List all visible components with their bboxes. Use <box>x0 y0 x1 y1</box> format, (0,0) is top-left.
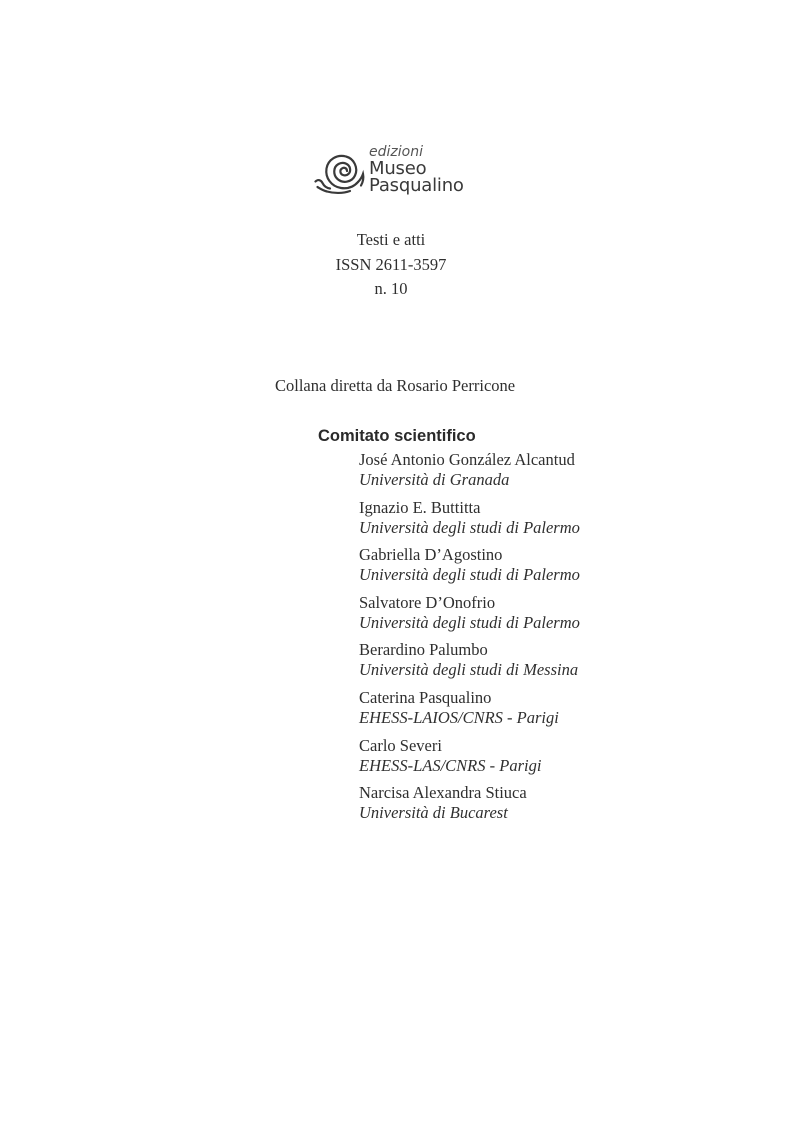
member-name: Narcisa Alexandra Stiuca <box>359 783 527 803</box>
committee-member <box>359 545 580 593</box>
series-info <box>0 228 782 302</box>
committee-members <box>359 450 580 831</box>
member-affiliation: EHESS-LAS/CNRS - Parigi <box>359 755 542 775</box>
series-number: n. 10 <box>374 279 408 298</box>
member-name: Ignazio E. Buttitta <box>359 497 481 517</box>
member-name: Berardino Palumbo <box>359 640 488 660</box>
member-name: José Antonio González Alcantud <box>359 450 575 469</box>
member-name: Carlo Severi <box>359 735 442 755</box>
committee-member <box>359 640 580 688</box>
logo-pasqualino: Pasqualino <box>369 175 464 196</box>
publisher-logo <box>314 145 484 205</box>
logo-edizioni: edizioni <box>369 144 423 160</box>
member-name: Caterina Pasqualino <box>359 687 492 707</box>
member-affiliation: Università di Granada <box>359 470 510 489</box>
committee-member <box>359 498 580 546</box>
member-affiliation: Università degli studi di Palermo <box>359 565 580 585</box>
committee-member <box>359 450 580 498</box>
series-director: Collana diretta da Rosario Perricone <box>275 376 516 395</box>
member-name: Salvatore D’Onofrio <box>359 592 496 612</box>
member-affiliation: Università degli studi di Messina <box>359 660 579 680</box>
logo-wordmark <box>369 145 464 194</box>
committee-title: Comitato scientifico <box>318 427 476 445</box>
committee-member <box>359 783 580 831</box>
committee-member <box>359 688 580 736</box>
member-affiliation: Università degli studi di Palermo <box>359 517 580 537</box>
member-affiliation: Università di Bucarest <box>359 803 508 823</box>
member-affiliation: Università degli studi di Palermo <box>359 612 580 632</box>
committee-member <box>359 736 580 784</box>
member-affiliation: EHESS-LAIOS/CNRS - Parigi <box>359 707 559 727</box>
committee-member <box>359 593 580 641</box>
logo-museo: Museo <box>369 158 427 179</box>
series-issn: ISSN 2611-3597 <box>335 254 447 274</box>
series-name: Testi e atti <box>356 230 426 249</box>
spiral-logo-icon <box>314 147 368 199</box>
member-name: Gabriella D’Agostino <box>359 545 503 565</box>
